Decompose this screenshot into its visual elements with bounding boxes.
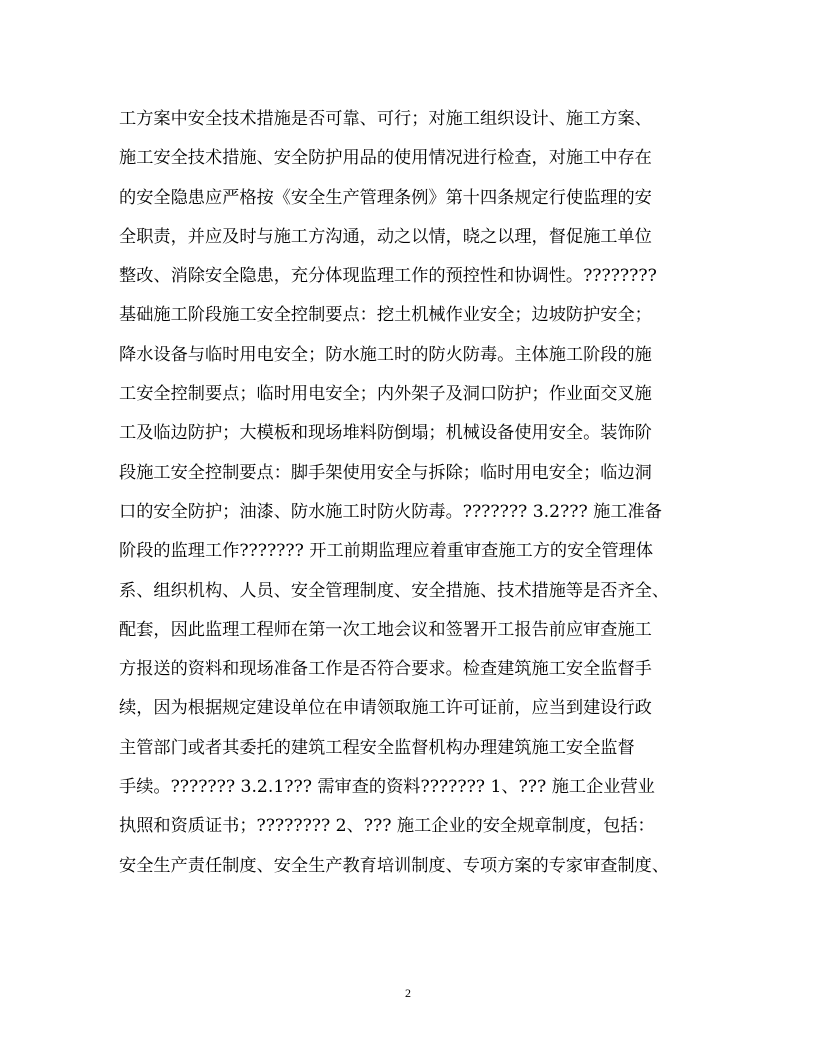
- text-line-15: 方报送的资料和现场准备工作是否符合要求。检查建筑施工安全监督手: [119, 659, 652, 680]
- text-line-12: 阶段的监理工作??????? 开工前期监理应着重审查施工方的安全管理体: [119, 541, 654, 562]
- text-line-9: 工及临边防护；大模板和现场堆料防倒塌；机械设备使用安全。装饰阶: [119, 423, 652, 444]
- text-line-2: 施工安全技术措施、安全防护用品的使用情况进行检查，对施工中存在: [119, 148, 652, 169]
- text-line-11: 口的安全防护；油漆、防水施工时防火防毒。??????? 3.2??? 施工准备: [119, 501, 662, 522]
- text-line-1: 工方案中安全技术措施是否可靠、可行；对施工组织设计、施工方案、: [119, 109, 652, 129]
- text-line-18: 手续。??????? 3.2.1??? 需审查的资料??????? 1、??? 施工企业营业: [119, 777, 655, 798]
- text-line-19: 执照和资质证书；???????? 2、??? 施工企业的安全规章制度，包括：: [119, 816, 655, 837]
- text-line-6: 基础施工阶段施工安全控制要点：挖土机械作业安全；边坡防护安全；: [119, 305, 652, 326]
- text-line-13: 系、组织机构、人员、安全管理制度、安全措施、技术措施等是否齐全、: [119, 580, 670, 601]
- text-line-5: 整改、消除安全隐患，充分体现监理工作的预控性和协调性。????????: [119, 266, 657, 287]
- text-line-4: 全职责，并应及时与施工方沟通，动之以情，晓之以理，督促施工单位: [119, 226, 652, 247]
- text-line-3: 的安全隐患应严格按《安全生产管理条例》第十四条规定行使监理的安: [119, 187, 652, 208]
- body-text: [119, 100, 719, 886]
- page-number: 2: [405, 986, 411, 1000]
- text-line-16: 续，因为根据规定建设单位在申请领取施工许可证前，应当到建设行政: [119, 698, 652, 719]
- text-line-14: 配套，因此监理工程师在第一次工地会议和签署开工报告前应审查施工: [119, 619, 652, 640]
- text-line-20: 安全生产责任制度、安全生产教育培训制度、专项方案的专家审查制度、: [119, 855, 670, 876]
- text-line-8: 工安全控制要点；临时用电安全；内外架子及洞口防护；作业面交叉施: [119, 384, 652, 405]
- text-line-10: 段施工安全控制要点：脚手架使用安全与拆除；临时用电安全；临边洞: [119, 462, 652, 483]
- text-line-17: 主管部门或者其委托的建筑工程安全监督机构办理建筑施工安全监督: [119, 737, 635, 758]
- text-line-7: 降水设备与临时用电安全；防水施工时的防火防毒。主体施工阶段的施: [119, 344, 652, 365]
